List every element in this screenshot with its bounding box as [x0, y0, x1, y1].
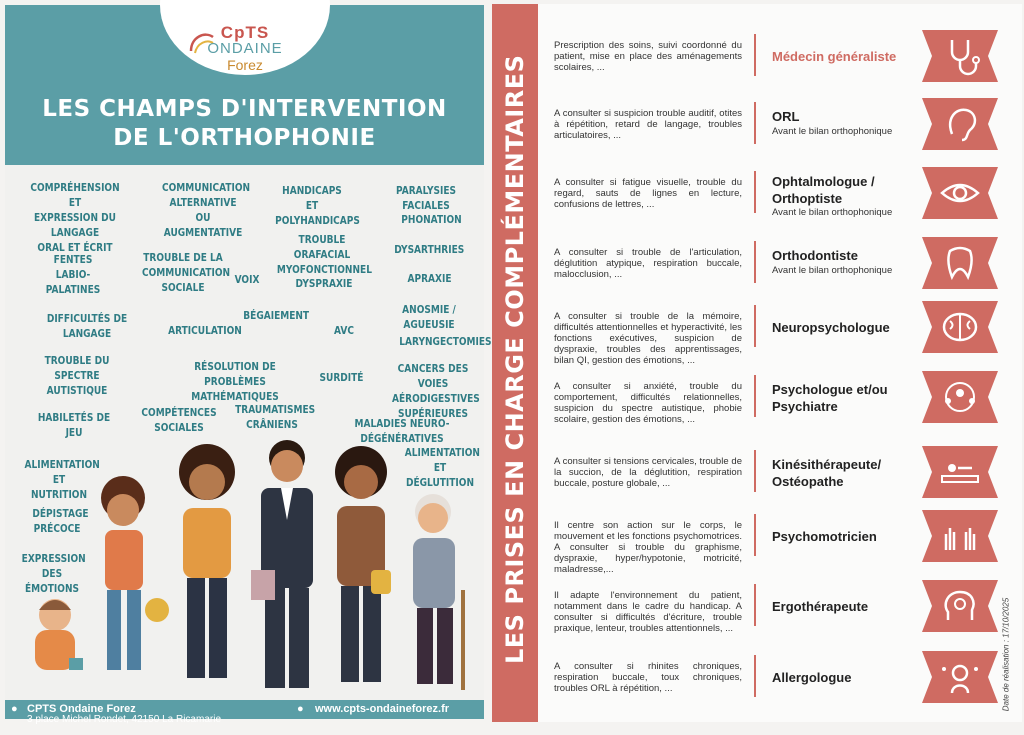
girl-figure: [101, 476, 169, 670]
intervention-field: COMMUNICATION ALTERNATIVE OU AUGMENTATIVE: [162, 181, 251, 239]
intervention-field: APRAXIE: [407, 272, 452, 285]
intervention-field: PARALYSIES FACIALES: [395, 184, 457, 212]
profession-name: Ophtalmologue / Orthoptiste: [772, 174, 875, 206]
care-row: [550, 311, 1010, 377]
globe-icon: ●: [297, 703, 304, 715]
intervention-field: DIFFICULTÉS DE LANGAGE: [46, 312, 128, 340]
intervention-field: VOIX: [234, 273, 260, 286]
profession-name: Psychomotricien: [772, 529, 877, 544]
title-line1: LES CHAMPS D'INTERVENTION: [42, 96, 447, 122]
side-band: [492, 4, 538, 722]
woman-figure: [179, 444, 235, 678]
divider-line: [754, 584, 756, 626]
footer-address: 3 place Michel Rondet, 42150 La Ricamarie: [27, 714, 221, 725]
elderly-figure: [413, 494, 465, 690]
intervention-field: ALIMENTATION ET NUTRITION: [24, 458, 100, 501]
care-description: A consulter si suspicion trouble auditif, otites à répétition, retard de langage, troubles articulatoires, ...: [554, 108, 742, 141]
intervention-field: DÉPISTAGE PRÉCOCE: [32, 507, 89, 535]
intervention-field: AVC: [334, 324, 354, 337]
location-icon: ●: [11, 703, 18, 715]
care-row: [550, 520, 1010, 586]
profession-note: Avant le bilan orthophonique: [772, 207, 893, 218]
divider-line: [754, 241, 756, 283]
tooth-icon: [922, 237, 998, 289]
allergy-icon: [922, 651, 998, 703]
profession-name: Allergologue: [772, 670, 852, 685]
intervention-field: LARYNGECTOMIES: [399, 335, 492, 348]
stethoscope-icon: [922, 30, 998, 82]
divider-line: [754, 375, 756, 417]
intervention-field: COMPRÉHENSION ET EXPRESSION DU LANGAGE ORAL ET ÉCRIT: [30, 181, 120, 254]
profession-name: Neuropsychologue: [772, 320, 890, 335]
logo-line3: Forez: [227, 57, 263, 73]
profession-name: Orthodontiste: [772, 248, 858, 263]
care-description: A consulter si trouble de l'articulation, déglutition atypique, respiration buccale, malocclusion, ...: [554, 247, 742, 280]
logo-line2: ONDAINE: [207, 40, 283, 57]
woman2-figure: [335, 446, 391, 682]
intervention-field: COMPÉTENCES SOCIALES: [141, 406, 217, 434]
care-row: [550, 108, 1010, 174]
head-gears-icon: [922, 580, 998, 632]
intervention-field: SURDITÉ: [319, 371, 364, 384]
title-line2: DE L'ORTHOPHONIE: [113, 125, 376, 151]
care-description: A consulter si trouble de la mémoire, difficultés attentionnelles et hyperactivité, les fonctions exécutives, suspicion de dyspraxie, troubles des apprentissages, bilan QI, gestion des émotions, ...: [554, 311, 742, 366]
profession-note: Avant le bilan orthophonique: [772, 126, 893, 137]
intervention-field: ANOSMIE / AGUEUSIE: [402, 303, 456, 331]
intervention-field: HABILETÉS DE JEU: [37, 411, 111, 439]
divider-line: [754, 655, 756, 697]
care-description: A consulter si tensions cervicales, trouble de la succion, de la déglutition, respiration buccale, posture globale, ...: [554, 456, 742, 489]
header-band: [5, 5, 484, 165]
divider-line: [754, 450, 756, 492]
band-title: LES PRISES EN CHARGE COMPLÉMENTAIRES: [501, 54, 529, 664]
care-row: [550, 661, 1010, 727]
footer-name: CPTS Ondaine Forez: [27, 703, 136, 715]
care-description: A consulter si anxiété, trouble du comportement, difficultés relationnelles, suspicion du spectre autistique, phobie scolaire, gestion des émotions, ...: [554, 381, 742, 425]
intervention-field: BÉGAIEMENT: [243, 309, 310, 322]
intervention-field: CANCERS DES VOIES AÉRODIGESTIVES SUPÉRIEURES: [392, 362, 480, 420]
divider-line: [754, 34, 756, 76]
care-row: [550, 381, 1010, 447]
intervention-field: TROUBLE DU SPECTRE AUTISTIQUE: [44, 354, 110, 397]
intervention-field: FENTES LABIO-PALATINES: [45, 253, 101, 296]
care-description: Il centre son action sur le corps, le mouvement et les fonctions psychomotrices. A consulter si trouble du graphisme, dyspraxie, hyper/hypotonie, motricité, maladresse,...: [554, 520, 742, 575]
care-row: [550, 40, 1010, 106]
date-note: Date de réalisation : 17/10/2025: [1001, 597, 1011, 712]
profession-note: Avant le bilan orthophonique: [772, 265, 893, 276]
divider-line: [754, 514, 756, 556]
intervention-field: RÉSOLUTION DE PROBLÈMES MATHÉMATIQUES: [191, 360, 279, 403]
logo-line1: CpTS: [220, 23, 270, 42]
logo: [185, 25, 305, 73]
intervention-field: DYSARTHRIES: [394, 243, 465, 256]
divider-line: [754, 171, 756, 213]
intervention-field: TROUBLE ORAFACIAL MYOFONCTIONNEL: [276, 233, 372, 276]
page-title: [5, 95, 484, 153]
care-description: Prescription des soins, suivi coordonné du patient, mise en place des aménagements scolaires, ...: [554, 40, 742, 73]
intervention-field: TRAUMATISMES CRÂNIENS: [235, 403, 316, 431]
hands-icon: [922, 510, 998, 562]
profession-name: Médecin généraliste: [772, 49, 897, 64]
ear-icon: [922, 98, 998, 150]
people-network-icon: [922, 371, 998, 423]
footer-website[interactable]: www.cpts-ondaineforez.fr: [315, 703, 450, 715]
care-description: A consulter si fatigue visuelle, trouble du regard, sauts de lignes en lecture, confusions de lettres, ...: [554, 177, 742, 210]
footer: [5, 700, 484, 725]
profession-name: Kinésithérapeute/ Ostéopathe: [772, 457, 882, 489]
intervention-field: DYSPRAXIE: [295, 277, 353, 290]
divider-line: [754, 305, 756, 347]
right-panel: [492, 4, 1022, 722]
eye-icon: [922, 167, 998, 219]
intervention-field: MALADIES NEURO-DÉGÉNÉRATIVES: [354, 417, 450, 445]
profession-name: ORL: [772, 109, 800, 124]
baby-figure: [35, 599, 83, 670]
care-row: [550, 174, 1010, 243]
intervention-field: TROUBLE DE LA COMMUNICATION SOCIALE: [142, 251, 231, 294]
care-row: [550, 590, 1010, 656]
left-panel: [5, 5, 492, 725]
divider-line: [754, 102, 756, 144]
man-figure: [251, 440, 313, 688]
intervention-field: ARTICULATION: [168, 324, 242, 337]
intervention-field: EXPRESSION DES ÉMOTIONS: [21, 552, 86, 595]
profession-name: Psychologue et/ou Psychiatre: [772, 382, 888, 414]
massage-icon: [922, 446, 998, 498]
people-illustration: [25, 430, 480, 700]
care-description: Il adapte l'environnement du patient, notamment dans le cadre du handicap. A consulter si difficultés d'écriture, trouble praxique, lenteur, troubles attentionnels, ...: [554, 590, 742, 634]
brain-icon: [922, 301, 998, 353]
intervention-field: HANDICAPS ET POLYHANDICAPS: [275, 184, 360, 227]
care-description: A consulter si rhinites chroniques, respiration buccale, toux chroniques, troubles ORL à répétition, ...: [554, 661, 742, 694]
profession-name: Ergothérapeute: [772, 599, 869, 614]
intervention-field: ALIMENTATION ET DÉGLUTITION: [404, 446, 480, 489]
intervention-field: PHONATION: [401, 213, 462, 226]
